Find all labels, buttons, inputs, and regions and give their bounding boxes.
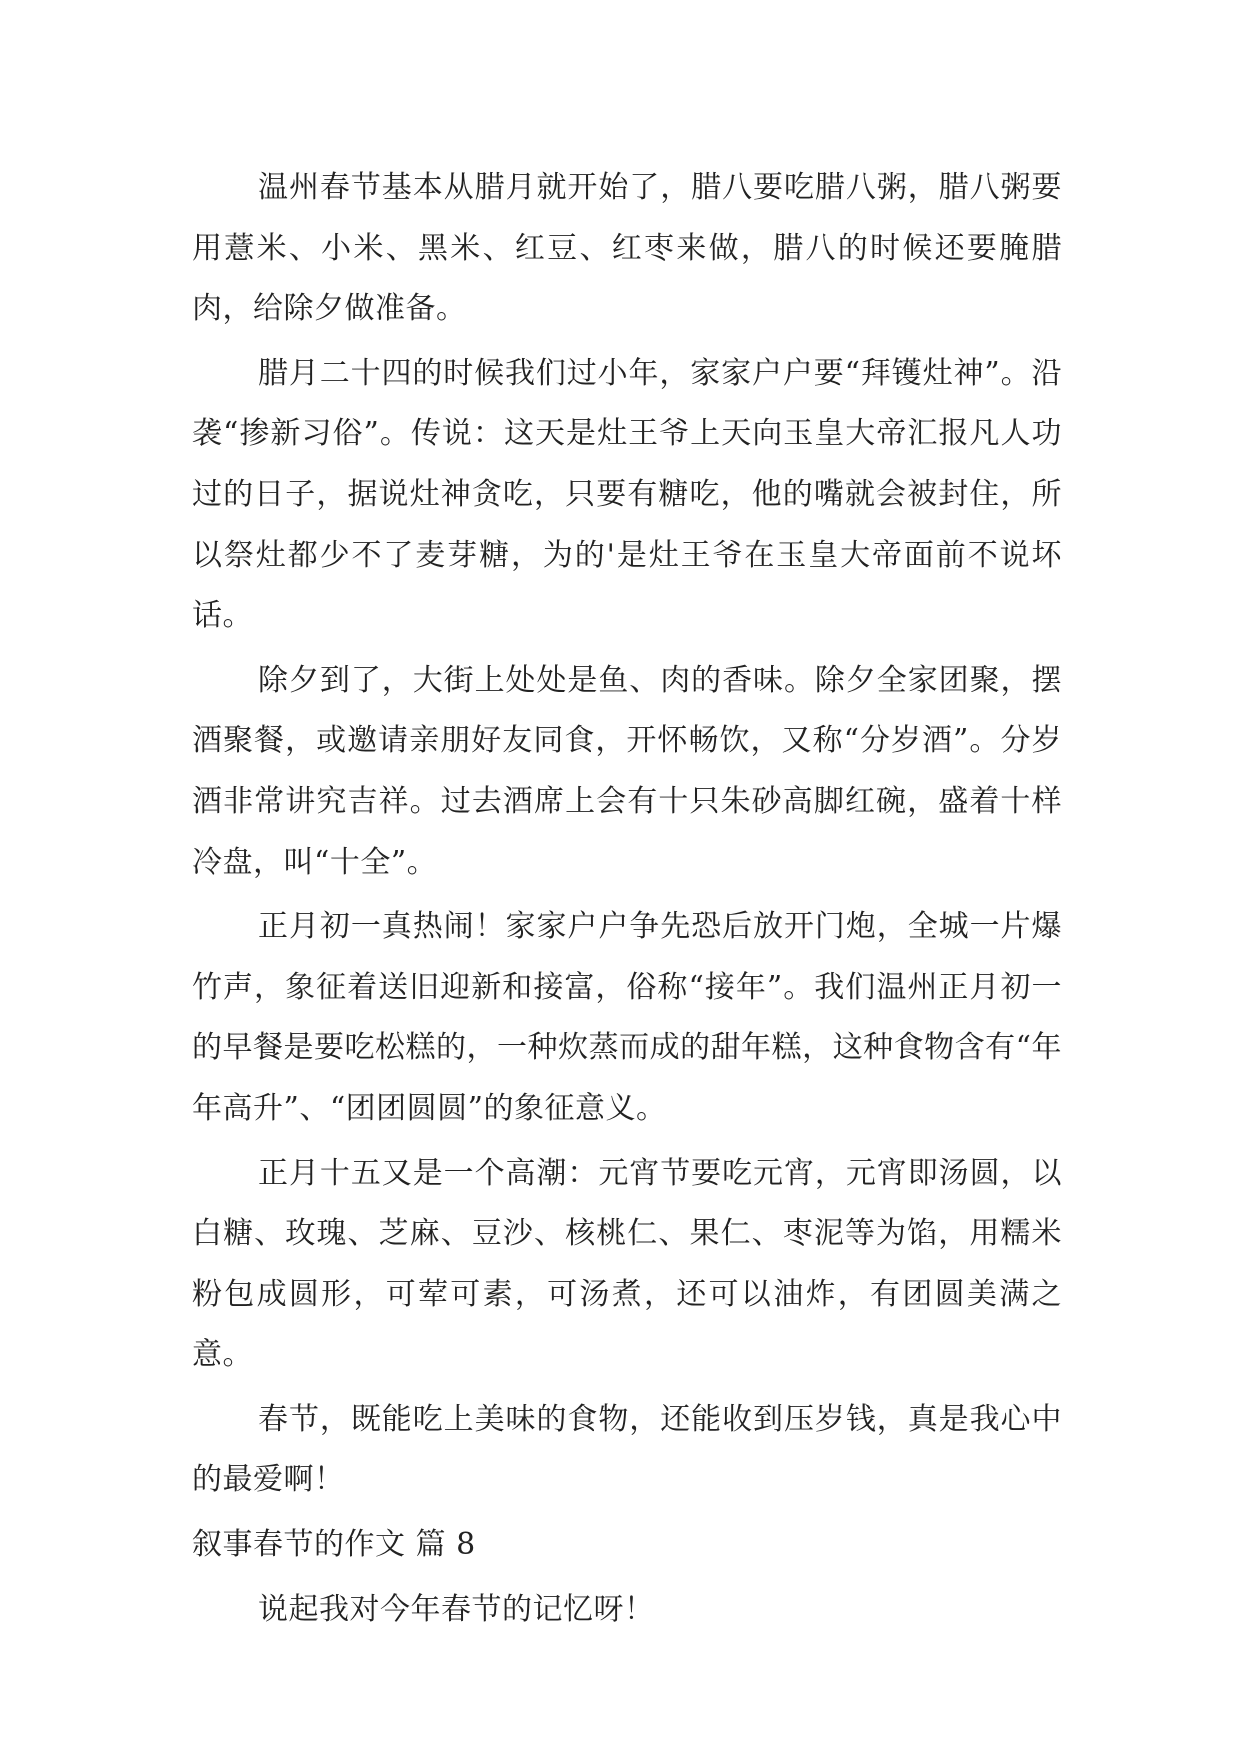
paragraph-chuxi: 除夕到了，大街上处处是鱼、肉的香味。除夕全家团聚，摆酒聚餐，或邀请亲朋好友同食，开怀畅饮，又称“分岁酒”。分岁酒非常讲究吉祥。过去酒席上会有十只朱砂高脚红碗，盛着十样冷盘，叫“十全”。 [192, 662, 1062, 880]
paragraph-xiaonian: 腊月二十四的时候我们过小年，家家户户要“拜镬灶神”。沿袭“掺新习俗”。传说：这天是灶王爷上天向玉皇大帝汇报凡人功过的日子，据说灶神贪吃，只要有糖吃，他的嘴就会被封住，所以祭灶都少不了麦芽糖，为的'是灶王爷在玉皇大帝面前不说坏话。 [192, 355, 1062, 634]
section-heading: 叙事春节的作文 篇 8 [192, 1527, 476, 1563]
paragraph-opening: 说起我对今年春节的记忆呀！ [258, 1591, 655, 1627]
paragraph-chuyi: 正月初一真热闹！家家户户争先恐后放开门炮，全城一片爆竹声，象征着送旧迎新和接富，俗称“接年”。我们温州正月初一的早餐是要吃松糕的，一种炊蒸而成的甜年糕，这种食物含有“年年高升”、“团团圆圆”的象征意义。 [192, 909, 1062, 1126]
paragraph-laba: 温州春节基本从腊月就开始了，腊八要吃腊八粥，腊八粥要用薏米、小米、黑米、红豆、红枣来做，腊八的时候还要腌腊肉，给除夕做准备。 [192, 170, 1062, 327]
paragraph-conclusion: 春节，既能吃上美味的食物，还能收到压岁钱，真是我心中的最爱啊！ [192, 1401, 1062, 1498]
document-body [192, 158, 1062, 1644]
paragraph-yuanxiao: 正月十五又是一个高潮：元宵节要吃元宵，元宵即汤圆，以白糖、玫瑰、芝麻、豆沙、核桃仁、果仁、枣泥等为馅，用糯米粉包成圆形，可荤可素，可汤煮，还可以油炸，有团圆美满之意。 [192, 1155, 1062, 1373]
